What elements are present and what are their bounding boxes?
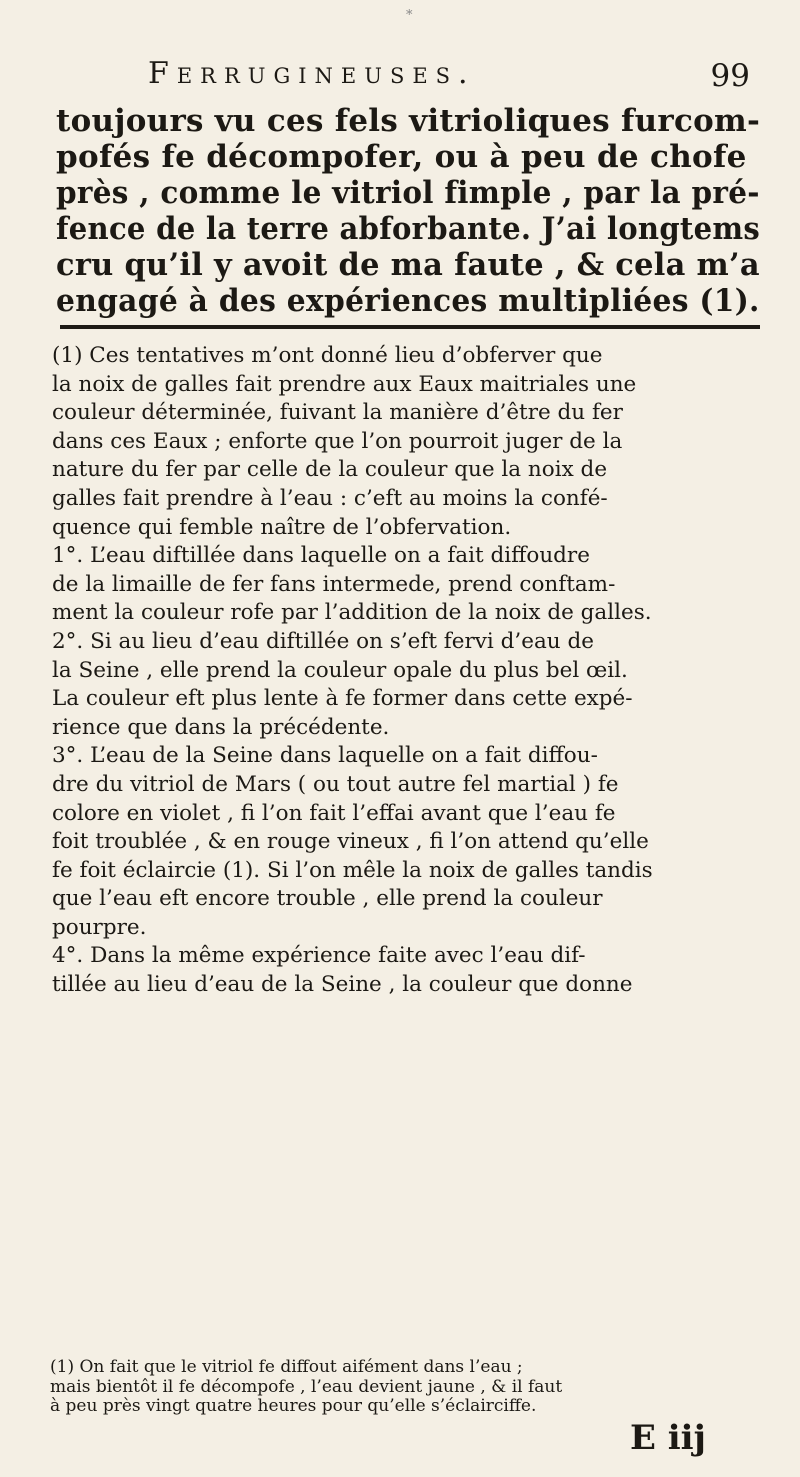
running-title: Ferrugineuses. <box>148 56 476 91</box>
footnote-line: La couleur eft plus lente à fe former dans cette expé- <box>52 686 633 712</box>
footnote-line: que l’eau eft encore trouble , elle prend la couleur <box>52 886 603 912</box>
footnote-line: nature du fer par celle de la couleur que la noix de <box>52 457 608 483</box>
sub-footnote-line: (1) On fait que le vitriol fe diffout aifément dans l’eau ; <box>50 1357 523 1377</box>
footnote-line: fe foit éclaircie (1). Si l’on mêle la noix de galles tandis <box>52 857 653 883</box>
footnote-line: dans ces Eaux ; enforte que l’on pourroit juger de la <box>52 428 623 454</box>
footnote-divider <box>60 325 760 329</box>
main-line: fence de la terre abforbante. J’ai longtems <box>56 211 761 247</box>
footnote-line: rience que dans la précédente. <box>52 714 390 740</box>
footnote-line: ment la couleur rofe par l’addition de la noix de galles. <box>52 600 652 626</box>
footnote <box>52 342 768 1000</box>
page-number: 99 <box>710 58 750 94</box>
main-line: engagé à des expériences multipliées (1). <box>56 283 760 319</box>
sub-footnote <box>50 1358 770 1417</box>
main-line: pofés fe décompofer, ou à peu de chofe <box>56 139 747 175</box>
footnote-line: galles fait prendre à l’eau : c’eft au moins la confé- <box>52 485 608 511</box>
top-mark: * <box>406 8 413 23</box>
main-line: toujours vu ces fels vitrioliques furcom- <box>56 103 761 139</box>
footnote-line: 4°. Dans la même expérience faite avec l’eau dif- <box>52 943 586 969</box>
footnote-line: de la limaille de fer fans intermede, prend conftam- <box>52 571 616 597</box>
main-line: cru qu’il y avoit de ma faute , & cela m’a <box>56 247 760 283</box>
footnote-line: 3°. L’eau de la Seine dans laquelle on a fait diffou- <box>52 743 598 769</box>
main-text <box>56 103 760 319</box>
sub-footnote-line: à peu près vingt quatre heures pour qu’elle s’éclairciffe. <box>50 1396 537 1416</box>
sub-footnote-line: mais bientôt il fe décompofe , l’eau devient jaune , & il faut <box>50 1376 563 1397</box>
footnote-line: colore en violet , fi l’on fait l’effai avant que l’eau fe <box>52 800 616 826</box>
footnote-line: tillée au lieu d’eau de la Seine , la couleur que donne <box>52 972 633 998</box>
page-header <box>148 56 750 96</box>
footnote-line: foit troublée , & en rouge vineux , fi l’on attend qu’elle <box>52 829 649 855</box>
footnote-line: la Seine , elle prend la couleur opale du plus bel œil. <box>52 657 628 683</box>
footnote-line: la noix de galles fait prendre aux Eaux maitriales une <box>52 371 637 397</box>
footnote-line: (1) Ces tentatives m’ont donné lieu d’obferver que <box>52 343 603 368</box>
footnote-line: 1°. L’eau diftillée dans laquelle on a fait diffoudre <box>52 543 590 569</box>
footnote-line: 2°. Si au lieu d’eau diftillée on s’eft fervi d’eau de <box>52 628 594 654</box>
signature-mark: E iij <box>630 1418 706 1458</box>
footnote-line: couleur déterminée, fuivant la manière d’être du fer <box>52 400 623 426</box>
footnote-line: dre du vitriol de Mars ( ou tout autre fel martial ) fe <box>52 771 619 797</box>
footnote-line: quence qui femble naître de l’obfervation. <box>52 514 512 540</box>
main-line: près , comme le vitriol fimple , par la pré- <box>56 175 760 211</box>
footnote-line: pourpre. <box>52 914 147 940</box>
